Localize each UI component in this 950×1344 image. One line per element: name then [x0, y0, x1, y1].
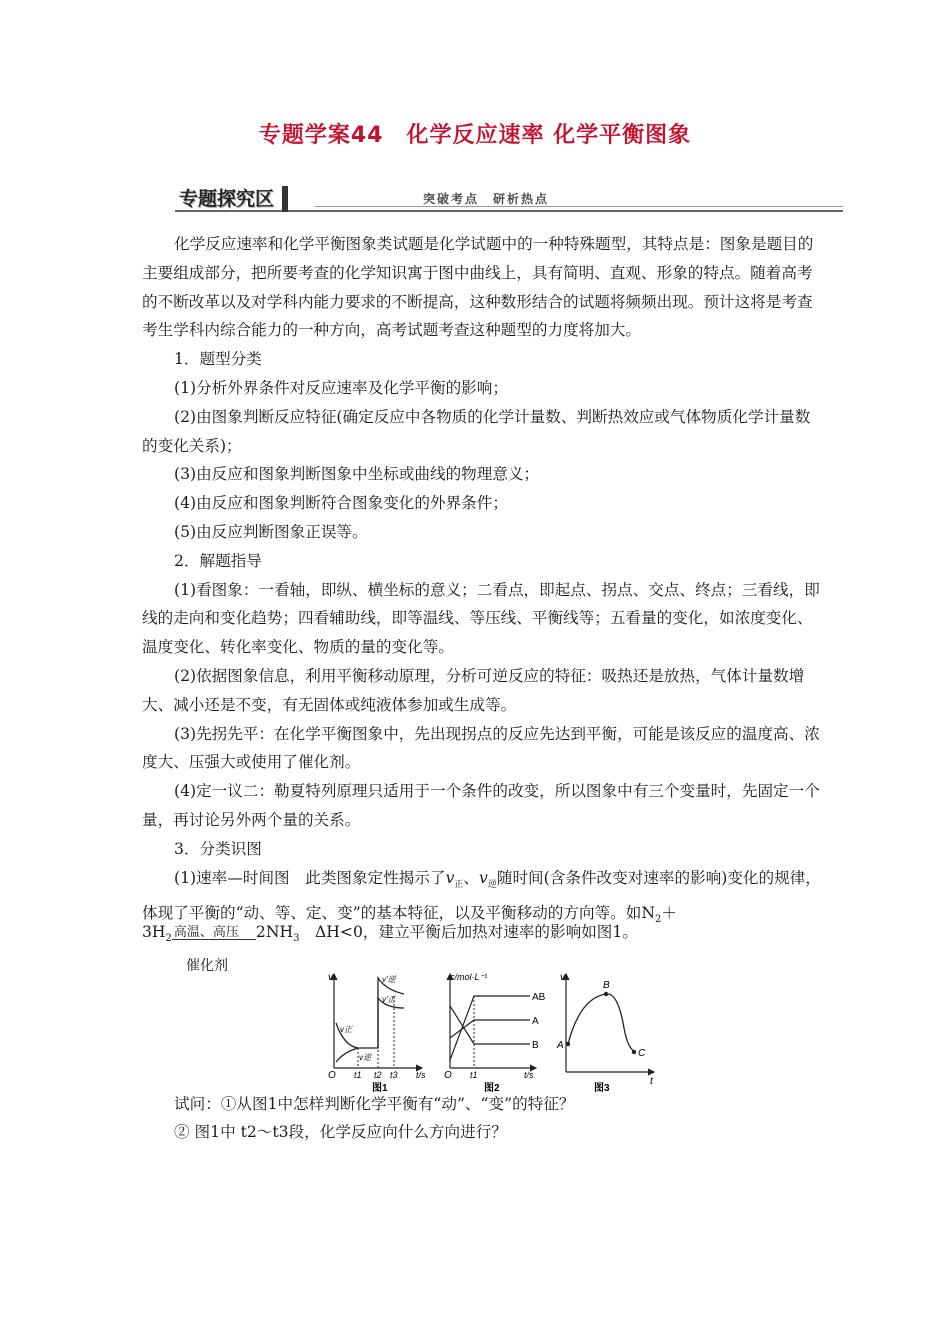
list-item: (5)由反应判断图象正误等。 [174, 522, 368, 541]
list-item: (3)由反应和图象判断图象中坐标或曲线的物理意义； [174, 465, 540, 484]
list-item: (2)依据图象信息，利用平衡移动原理，分析可逆反应的特征：吸热还是放热，气体计量数增大、减小还是不变，有无固体或纯液体参加或生成等。 [142, 666, 805, 714]
point-b [604, 992, 608, 996]
reaction-equation [142, 920, 638, 944]
curve-label: AB [532, 992, 546, 1003]
main-content [142, 230, 822, 935]
point-label: A [557, 1040, 564, 1051]
list-item: (4)由反应和图象判断符合图象变化的外界条件； [174, 494, 508, 513]
list-item: (3)先拐先平：在化学平衡图象中，先出现拐点的反应先达到平衡，可能是该反应的温度高、浓度大、压强大或使用了催化剂。 [142, 724, 820, 772]
list-item: (4)定一议二：勒夏特列原理只适用于一个条件的改变，所以图象中有三个变量时，先固定一个量，再讨论另外两个量的关系。 [142, 782, 820, 829]
point-label: C [638, 1048, 646, 1059]
list-item: (1)分析外界条件对反应速率及化学平衡的影响； [174, 378, 508, 397]
axis-label: t/s [524, 1070, 534, 1080]
origin-label: O [444, 1070, 452, 1081]
text-run: ΔH<0，建立平衡后加热对速率的影响如图1。 [299, 923, 638, 941]
reactant: 3H [142, 923, 166, 941]
intro-paragraph: 化学反应速率和化学平衡图象类试题是化学试题中的一种特殊题型，其特点是：图象是题目的主要组成部分，把所要考查的化学知识寓于图中曲线上，具有简明、直观、形象的特点。随着高考的不断改革以及对学科内能力要求的不断提高，这种数形结合的试题将频频出现。预计这将是考查考生学科内综合能力的一种方向，高考试题考查这种题型的力度将加大。 [142, 235, 814, 340]
subscript: 2 [165, 933, 172, 945]
axis-label: v [560, 972, 565, 983]
axis-label: c/mol·L⁻¹ [450, 972, 488, 982]
point-a [566, 1042, 570, 1046]
tick-label: t1 [354, 1070, 362, 1080]
reaction-condition: 高温、高压 [173, 925, 239, 940]
page-title: 专题学案44 化学反应速率 化学平衡图象 [258, 123, 692, 148]
var-v: v [445, 868, 455, 887]
figure-2 [444, 972, 546, 1094]
subscript: 逆 [487, 879, 497, 890]
list-item: (2)由图象判断反应特征(确定反应中各物质的化学计量数、判断热效应或气体物质化学计量数的变化关系)； [142, 407, 811, 455]
curve-label: v正 [340, 1025, 352, 1034]
banner-rule-thin [315, 206, 843, 207]
subscript: 2 [655, 914, 662, 926]
section-heading: 2．解题指导 [174, 551, 262, 570]
tick-label: t3 [390, 1070, 398, 1080]
question-2: ② 图1中 t2～t3段，化学反应向什么方向进行？ [174, 1123, 507, 1141]
figure-caption: 图1 [372, 1083, 388, 1094]
point-c [632, 1050, 636, 1054]
tick-label: t1 [470, 1070, 478, 1080]
var-v: v [479, 868, 488, 887]
curve-label: A [532, 1016, 539, 1027]
curve-label: v'正 [382, 995, 396, 1004]
text-run: ＋ [661, 904, 677, 923]
equilibrium-arrow [172, 923, 256, 943]
axis-label: v [328, 972, 333, 983]
subscript: 正 [454, 879, 464, 890]
question-1: 试问：①从图1中怎样判断化学平衡有“动”、“变”的特征？ [174, 1095, 575, 1113]
banner-subtitle: 突破考点 研析热点 [423, 192, 550, 206]
figure-1 [328, 972, 426, 1094]
section-banner [175, 186, 843, 216]
figure-caption: 图2 [484, 1083, 500, 1094]
figure-3 [556, 972, 654, 1094]
product: 2NH [255, 923, 294, 941]
list-item: (1)看图象：一看轴，即纵、横坐标的意义；二看点，即起点、拐点、交点、终点；三看线，即线的走向和变化趋势；四看辅助线，即等温线、等压线、平衡线等；五看量的变化，如浓度变化、温度变化、转化率变化、物质的量的变化等。 [142, 580, 820, 657]
point-label: B [603, 980, 610, 991]
section-heading: 1．题型分类 [174, 350, 262, 369]
subscript: 3 [293, 933, 300, 945]
axis-label: t [650, 1076, 653, 1087]
axis-label: t/s [416, 1070, 426, 1080]
banner-label: 专题探究区 [175, 186, 288, 212]
tick-label: t2 [374, 1070, 382, 1080]
text-run: 、 [463, 868, 480, 887]
curve-label: B [532, 1040, 539, 1051]
catalyst-label: 催化剂 [186, 958, 228, 974]
section-heading: 3．分类识图 [174, 839, 262, 858]
figure-caption: 图3 [594, 1083, 610, 1094]
curve-label: v逆 [359, 1053, 371, 1062]
text-run: (1)速率—时间图 此类图象定性揭示了 [174, 868, 446, 887]
text-run: 随时间(含条件改变对速率的影响)变化的规律，体现了平衡的“动、等、定、变”的基本特征，以及平衡移动的方向等。如N [142, 868, 821, 923]
origin-label: O [328, 1070, 336, 1081]
curve-label: v'逆 [382, 975, 396, 984]
figures-group [318, 968, 658, 1094]
